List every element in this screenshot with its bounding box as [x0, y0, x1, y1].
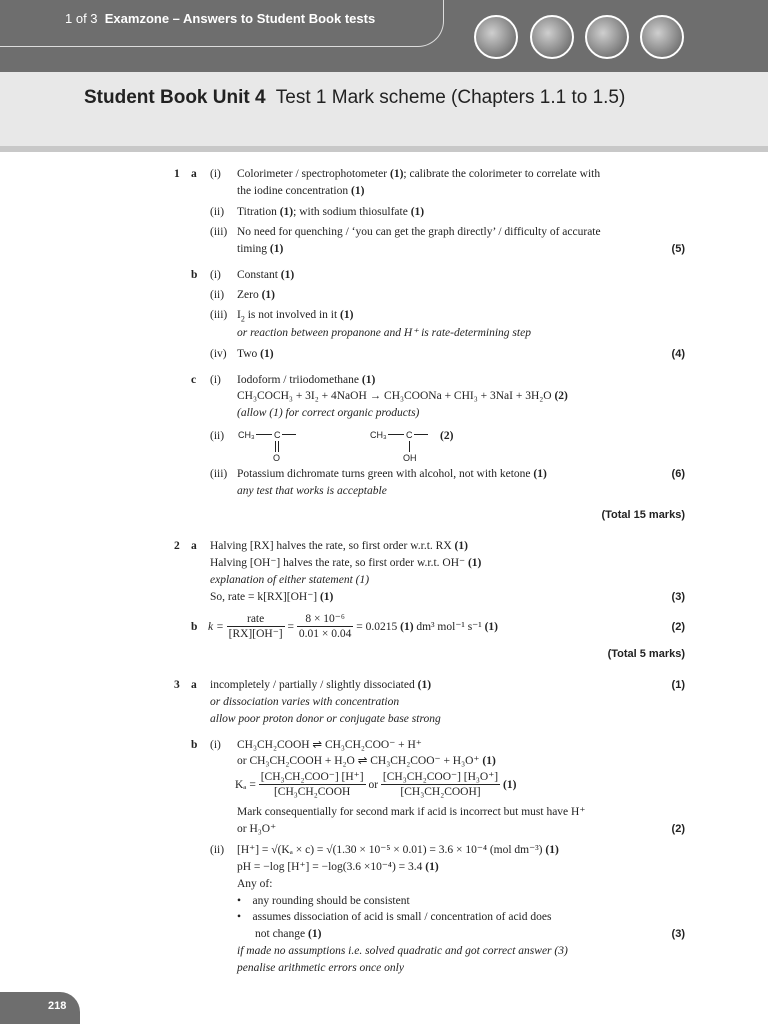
q2a-line2: Halving [OH⁻] halves the rate, so first order w.r.t. OH⁻ (1) — [210, 557, 482, 569]
q2a-line1: Halving [RX] halves the rate, so first order w.r.t. RX (1) — [210, 540, 468, 552]
header-tab-text — [65, 11, 375, 26]
q3b-i-line1: CH₃CH₂COOH ⇌ CH₃CH₂COO⁻ + H⁺ — [237, 739, 422, 751]
q1b-iii-line: $I_2$ is not involved in it (1) — [237, 309, 354, 324]
q2a-marks: (3) — [671, 591, 685, 603]
q1a-iii-label: (iii) — [210, 226, 228, 238]
alcohol-bond — [388, 434, 404, 435]
q2-total: (Total 5 marks) — [607, 648, 685, 660]
q1a-i-line2: the iodine concentration (1) — [237, 185, 365, 197]
q2a-line3: explanation of either statement (1) — [210, 574, 370, 586]
q1b-iii-label: (iii) — [210, 309, 228, 321]
q1b-iii-alt: or reaction between propanone and H⁺ is rate-determining step — [237, 327, 531, 339]
q1a-ii-line: Titration (1); with sodium thiosulfate (1) — [237, 206, 425, 218]
q3b-ii-bullet1: • any rounding should be consistent — [237, 895, 410, 907]
q2b-equation: k = $\frac{\text{rate}}{[RX][OH^-]}$ = $\frac{\text{8 × 10⁻⁶}}{0.01 \times 0.04}$ = 0.0215 (1) dm³ mol⁻¹ s⁻¹ (1) — [208, 613, 498, 640]
q3b-ii-label: (ii) — [210, 844, 225, 856]
alcohol-bond-right — [414, 434, 428, 435]
page-number: 218 — [48, 1000, 67, 1012]
q2-number: 2 — [174, 540, 180, 552]
q3a-line3: allow poor proton donor or conjugate base strong — [210, 713, 441, 725]
ketone-ch3: CH₃ — [238, 430, 255, 440]
header-title: Examzone – Answers to Student Book tests — [104, 11, 376, 26]
q3a-line2: or dissociation varies with concentration — [210, 696, 400, 708]
page-title — [84, 87, 625, 109]
q3b-ii-bullet2-cont: not change (1) — [255, 928, 322, 940]
q3b-ii-bullet2: • assumes dissociation of acid is small / concentration of acid does — [237, 911, 552, 923]
q1c-marks: (6) — [671, 468, 685, 480]
q1b-iv-line: Two (1) — [237, 348, 274, 360]
q3-number: 3 — [174, 679, 180, 691]
unit-label: Student Book Unit 4 — [84, 87, 266, 108]
q1c-equation: CH₃COCH₃ + 3I₂ + 4NaOH → CH₃COONa + CHI₃ + 3NaI + 3H₂O (2) — [237, 390, 568, 402]
test-label: Test 1 Mark scheme (Chapters 1.1 to 1.5) — [275, 87, 626, 108]
q3b-ii-line2: pH = −log [H⁺] = −log(3.6 ×10⁻⁴) = 3.4 (1) — [237, 861, 439, 873]
q1b-i-line: Constant (1) — [237, 269, 295, 281]
q2b-label: b — [191, 621, 198, 633]
q1-number: 1 — [174, 168, 180, 180]
q2b-marks: (2) — [671, 621, 685, 633]
q1a-iii-line1: No need for quenching / ‘you can get the graph directly’ / difficulty of accurate — [237, 226, 601, 238]
q1b-label: b — [191, 269, 198, 281]
q1c-i-line: Iodoform / triiodomethane (1) — [237, 374, 376, 386]
q3b-label: b — [191, 739, 198, 751]
q1b-i-label: (i) — [210, 269, 221, 281]
photo-hands-icon — [585, 15, 629, 59]
q3b-ii-marks: (3) — [671, 928, 685, 940]
title-divider — [0, 146, 768, 152]
q3a-label: a — [191, 679, 197, 691]
q3a-marks: (1) — [671, 679, 685, 691]
ketone-bond — [256, 434, 272, 435]
q1a-i-line1: Colorimeter / spectrophotometer (1); calibrate the colorimeter to correlate with — [237, 168, 601, 180]
q1b-ii-line: Zero (1) — [237, 289, 276, 301]
q3b-i-marks: (2) — [671, 823, 685, 835]
q1-total: (Total 15 marks) — [601, 509, 685, 521]
q1c-i-label: (i) — [210, 374, 221, 386]
ketone-c: C — [274, 430, 281, 440]
q3b-ii-line3: Any of: — [237, 878, 273, 890]
photo-graduation-icon — [474, 15, 518, 59]
page-number-tab — [0, 992, 80, 1024]
q1a-label: a — [191, 168, 197, 180]
q1c-allow: (allow (1) for correct organic products) — [237, 407, 420, 419]
alcohol-oh: OH — [403, 453, 417, 463]
q2a-label: a — [191, 540, 197, 552]
q3b-note1: Mark consequentially for second mark if acid is incorrect but must have H⁺ — [237, 806, 586, 818]
ketone-o: O — [273, 453, 281, 463]
alcohol-ch3: CH₃ — [370, 430, 387, 440]
q1c-iii-line: Potassium dichromate turns green with alcohol, not with ketone (1) — [237, 468, 547, 480]
q3b-note2: or H₃O⁺ — [237, 823, 277, 835]
q1b-iv-label: (iv) — [210, 348, 227, 360]
title-band — [0, 72, 768, 146]
q3b-fraction-h: $\frac{\text{[CH₃CH₂COO⁻] [H⁺]}}{\text{[CH₃CH₂COOH}}$ — [260, 771, 364, 798]
q3b-ii-note1: if made no assumptions i.e. solved quadratic and got correct answer (3) — [237, 945, 568, 957]
q3b-i-label: (i) — [210, 739, 221, 751]
q1a-marks: (5) — [671, 243, 685, 255]
photo-test-tube-icon — [640, 15, 684, 59]
ketone-bond-right — [282, 434, 296, 435]
q3b-ii-note2: penalise arithmetic errors once only — [237, 962, 404, 974]
q3b-i-line2: or CH₃CH₂COOH + H₂O ⇌ CH₃CH₂COO⁻ + H₃O⁺ (1) — [237, 755, 496, 767]
q3b-ii-line1: [H⁺] = √(Kₐ × c) = √(1.30 × 10⁻⁵ × 0.01) = 3.6 × 10⁻⁴ (mol dm⁻³) (1) — [237, 844, 559, 856]
header-tab — [0, 0, 444, 47]
photo-group-icon — [530, 15, 574, 59]
q1b-marks: (4) — [671, 348, 685, 360]
q1b-ii-label: (ii) — [210, 289, 225, 301]
q1c-any: any test that works is acceptable — [237, 485, 387, 497]
q3b-fraction-h3o: $\frac{\text{[CH₃CH₂COO⁻] [H₃O⁺]}}{\text{[CH₃CH₂COOH]}}$ — [382, 771, 499, 798]
q1c-ii-label: (ii) — [210, 430, 225, 442]
q1c-label: c — [191, 374, 197, 386]
q1c-ii-marks: (2) — [440, 430, 454, 442]
q1a-ii-label: (ii) — [210, 206, 225, 218]
q2a-line4: So, rate = k[RX][OH⁻] (1) — [210, 591, 334, 603]
q1a-i-label: (i) — [210, 168, 221, 180]
page-of: 1 of 3 — [65, 11, 98, 26]
q2b-fraction-rate: $\frac{\text{rate}}{[RX][OH^-]}$ — [228, 613, 283, 640]
q2b-fraction-values: $\frac{\text{8 × 10⁻⁶}}{0.01 \times 0.04}$ — [298, 613, 352, 640]
q3b-ka-equation: Kₐ = $\frac{\text{[CH₃CH₂COO⁻] [H⁺]}}{\text{[CH₃CH₂COOH}}$ or $\frac{\text{[CH₃CH₂COO⁻] [H₃O⁺]}}{\text{[CH₃CH₂COOH]}}$ (1) — [235, 771, 517, 798]
q3a-line1: incompletely / partially / slightly dissociated (1) — [210, 679, 432, 691]
q1c-iii-label: (iii) — [210, 468, 228, 480]
q1a-iii-line2: timing (1) — [237, 243, 284, 255]
alcohol-c: C — [406, 430, 413, 440]
